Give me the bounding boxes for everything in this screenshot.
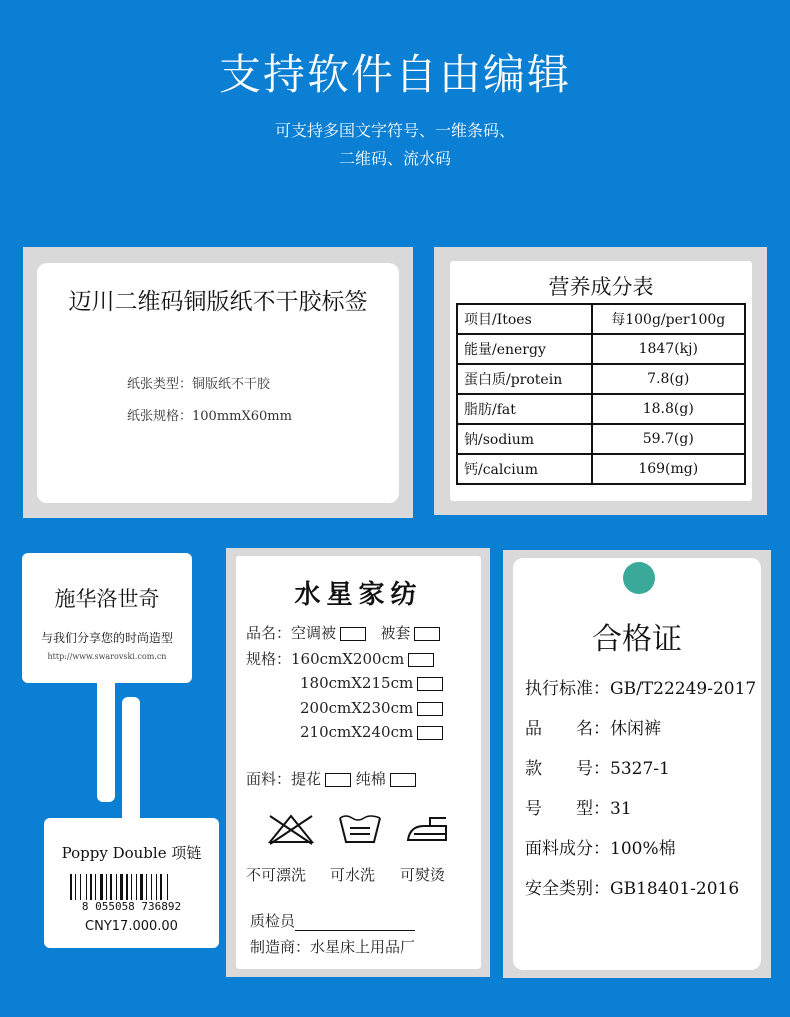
table-row [457, 394, 745, 424]
barcode-bar [146, 874, 147, 900]
barcode-bar [110, 874, 112, 900]
page-title: 支持软件自由编辑 [218, 50, 571, 99]
care-no-bleach: 不可漂洗 [246, 866, 307, 884]
certificate-row: 品 名：休闲裤 [525, 719, 661, 739]
copper-label-title: 迈川二维码铜版纸不干胶标签 [68, 289, 368, 315]
care-washable: 可水洗 [330, 866, 376, 884]
spec-3: 200cmX230cm [300, 699, 414, 717]
certificate-row: 安全类别：GB18401-2016 [525, 879, 740, 899]
copper-label-frame [23, 247, 413, 518]
care-ironable: 可熨烫 [400, 866, 446, 884]
barcode-bar [100, 874, 103, 900]
nutrition-title: 营养成分表 [548, 275, 654, 299]
spec-line-2 [300, 674, 443, 692]
barcode-digits: 8 055058 736892 [81, 900, 182, 913]
barcode-bar [116, 874, 117, 900]
inspector-line [250, 910, 415, 931]
certificate-row: 款 号：5327-1 [525, 759, 670, 779]
checkbox-spec-3 [417, 702, 443, 716]
checkbox-cotton [390, 773, 416, 787]
nutrient-name: 脂肪/fat [457, 394, 592, 424]
brand-name: 施华洛世奇 [54, 587, 160, 611]
nutrient-name: 能量/energy [457, 334, 592, 364]
spec-4: 210cmX240cm [300, 723, 414, 741]
iron-icon [404, 814, 452, 846]
product-name: Poppy Double 项链 [61, 844, 202, 862]
checkbox-spec-4 [417, 726, 443, 740]
barcode-bar [86, 874, 87, 900]
spec-label: 规格：160cmX200cm [246, 650, 405, 668]
fabric-label: 面料：提花 [246, 770, 322, 788]
brand-url: http://www.swarovski.com.cn [47, 652, 167, 661]
barcode-bar [106, 874, 107, 900]
manufacturer: 制造商：水星床上用品厂 [250, 938, 416, 956]
nutrient-name: 蛋白质/protein [457, 364, 592, 394]
checkbox-quilt [340, 627, 366, 641]
barcode-bar [140, 874, 143, 900]
barcode-bar [70, 874, 72, 900]
no-bleach-icon [266, 812, 316, 846]
nutrient-value: 18.8(g) [592, 394, 745, 424]
barcode-bar [167, 874, 168, 900]
tag-bottom-card [44, 818, 219, 948]
price-text: CNY17.000.00 [85, 919, 178, 934]
barcode-bar [160, 874, 162, 900]
barcode-bar [131, 874, 132, 900]
copper-label-card [37, 263, 399, 503]
checkbox-jacquard [325, 773, 351, 787]
fabric-option-2: 纯棉 [355, 770, 386, 788]
nutrition-card [450, 261, 752, 501]
barcode-bar [120, 874, 123, 900]
barcode-bar [151, 874, 152, 900]
nutrient-value: 每100g/per100g [592, 304, 745, 334]
product-label: 品名：空调被 [246, 624, 337, 642]
subtitle-line-2: 二维码、流水码 [338, 149, 451, 168]
nutrient-value: 1847(kj) [592, 334, 745, 364]
nutrient-name: 钠/sodium [457, 424, 592, 454]
nutrition-frame [434, 247, 767, 515]
tag-top-card [22, 553, 192, 683]
table-row [457, 454, 745, 484]
barcode-graphic [68, 874, 198, 902]
tag-strap-right [122, 697, 140, 822]
nutrition-table [456, 303, 746, 485]
barcode-bar [90, 874, 92, 900]
spec-line-1 [246, 648, 434, 669]
certificate-frame [503, 550, 771, 978]
textile-card [236, 556, 481, 969]
inspector-label: 质检员 [250, 912, 296, 930]
table-row [457, 364, 745, 394]
nutrient-value: 169(mg) [592, 454, 745, 484]
nutrient-name: 项目/Itoes [457, 304, 592, 334]
certificate-row: 面料成分：100%棉 [525, 839, 676, 859]
textile-brand: 水星家纺 [294, 580, 423, 610]
certificate-row: 执行标准：GB/T22249-2017 [525, 679, 757, 699]
tag-strap-left [97, 682, 115, 802]
checkbox-spec-2 [417, 677, 443, 691]
certificate-card [513, 558, 761, 970]
checkbox-cover [414, 627, 440, 641]
checkbox-spec-1 [408, 653, 434, 667]
barcode-bar [126, 874, 128, 900]
nutrient-name: 钙/calcium [457, 454, 592, 484]
spec-2: 180cmX215cm [300, 674, 414, 692]
certificate-title: 合格证 [592, 622, 682, 657]
nutrient-value: 59.7(g) [592, 424, 745, 454]
hang-hole-dot [623, 562, 655, 594]
washable-icon [338, 814, 382, 846]
table-row [457, 424, 745, 454]
table-row [457, 304, 745, 334]
brand-slogan: 与我们分享您的时尚造型 [40, 631, 173, 645]
fabric-line [246, 768, 416, 789]
certificate-row: 号 型：31 [525, 799, 632, 819]
paper-type-text: 纸张类型：铜版纸不干胶 [127, 377, 271, 392]
product-option-2: 被套 [380, 624, 411, 642]
textile-frame [226, 548, 490, 977]
barcode-bar [75, 874, 76, 900]
table-row [457, 334, 745, 364]
nutrient-value: 7.8(g) [592, 364, 745, 394]
barcode-bar [95, 874, 96, 900]
inspector-signature-line [295, 930, 415, 931]
spec-line-3 [300, 699, 443, 717]
spec-line-4 [300, 723, 443, 741]
paper-spec-text: 纸张规格：100mmX60mm [127, 409, 292, 424]
product-line [246, 622, 440, 643]
barcode-bar [80, 874, 81, 900]
barcode-bar [136, 874, 137, 900]
barcode-bar [156, 874, 157, 900]
subtitle-line-1: 可支持多国文字符号、一维条码、 [274, 121, 515, 140]
